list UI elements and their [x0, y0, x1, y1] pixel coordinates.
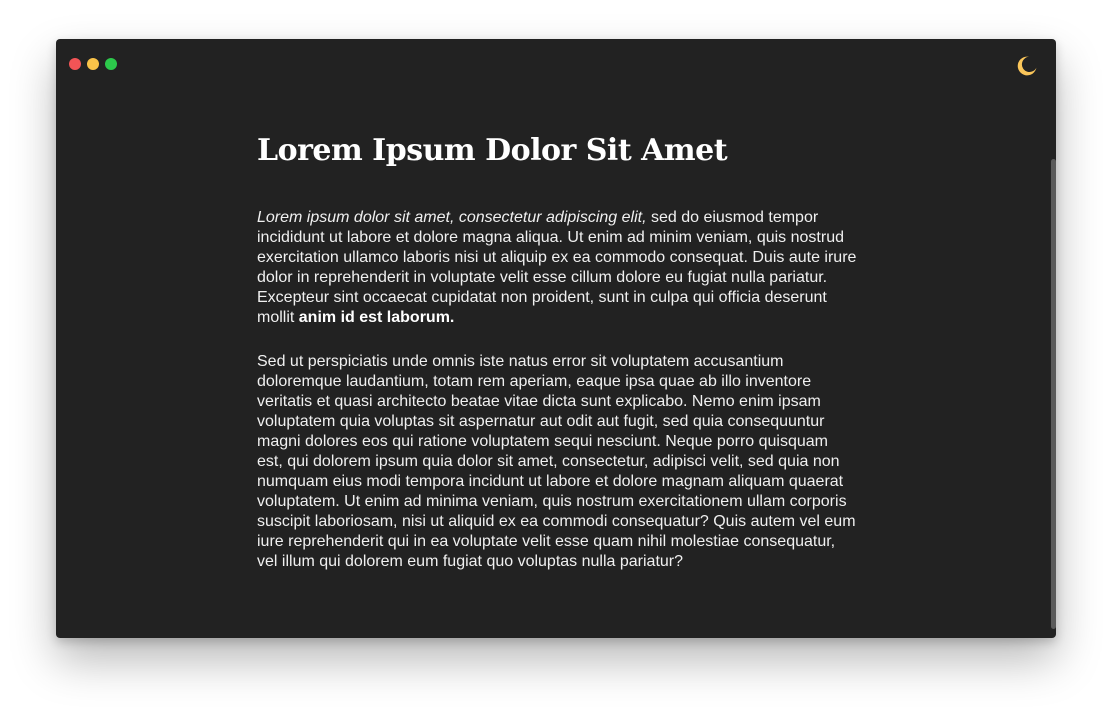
paragraph-2: Sed ut perspiciatis unde omnis iste natus error sit voluptatem accusantium doloremque laudantium, totam rem aperiam, eaque ipsa quae ab illo inventore veritatis et quasi architecto beatae vitae dicta sunt explicabo. Nemo enim ipsam voluptatem quia voluptas sit aspernatur aut odit aut fugit, sed quia consequuntur magni dolores eos qui ratione voluptatem sequi nesciunt. Neque porro quisquam est, qui dolorem ipsum quia dolor sit amet, consectetur, adipisci velit, sed quia non numquam eius modi tempora incidunt ut labore et dolore magnam aliquam quaerat voluptatem. Ut enim ad minima veniam, quis nostrum exercitationem ullam corporis suscipit laboriosam, nisi ut aliquid ex ea commodi consequatur? Quis autem vel eum iure reprehenderit qui in ea voluptate velit esse quam nihil molestiae consequatur, vel illum qui dolorem eum fugiat quo voluptas nulla pariatur? — [257, 353, 856, 570]
paragraph-1-bold-tail: anim id est laborum. — [298, 309, 455, 326]
paragraph-1 — [257, 208, 857, 328]
paragraph-1-italic-lead: Lorem ipsum dolor sit amet, consectetur adipiscing elit, — [257, 209, 647, 226]
app-window — [56, 39, 1056, 638]
article — [257, 129, 857, 596]
window-controls — [69, 58, 117, 70]
moon-icon — [1016, 55, 1038, 77]
minimize-button[interactable] — [87, 58, 99, 70]
scrollbar[interactable] — [1051, 159, 1056, 629]
zoom-button[interactable] — [105, 58, 117, 70]
article-title: Lorem Ipsum Dolor Sit Amet — [257, 133, 728, 168]
theme-toggle-button[interactable] — [1016, 55, 1038, 77]
close-button[interactable] — [69, 58, 81, 70]
paragraph-1-body: sed do eiusmod tempor incididunt ut labore et dolore magna aliqua. Ut enim ad minim veniam, quis nostrud exercitation ullamco laboris nisi ut aliquip ex ea commodo consequat. Duis aute irure dolor in reprehenderit in voluptate velit esse cillum dolore eu fugiat nulla pariatur. Excepteur sint occaecat cupidatat non proident, sunt in culpa qui officia deserunt mollit — [257, 209, 857, 326]
